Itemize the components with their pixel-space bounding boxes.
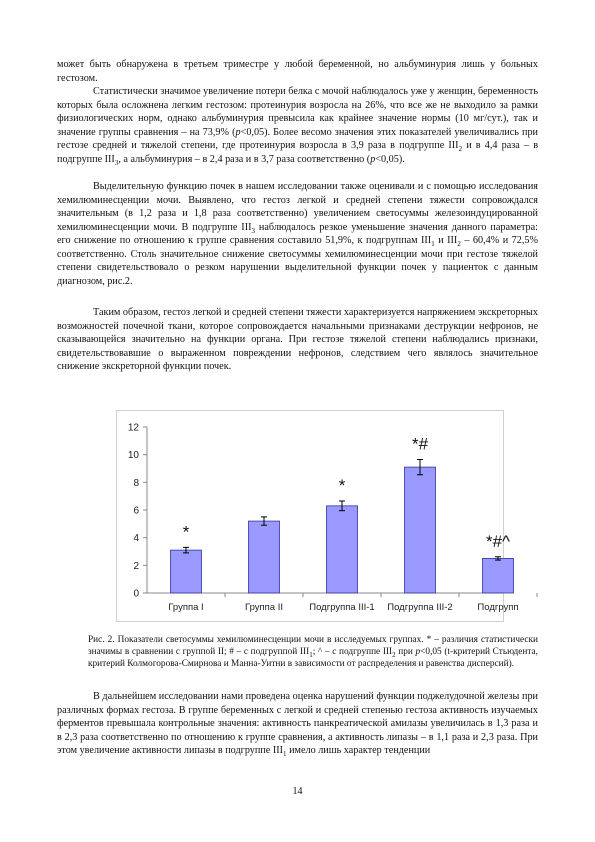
y-tick-label: 12 bbox=[127, 422, 139, 434]
y-tick-label: 10 bbox=[127, 450, 139, 462]
paragraph-1: может быть обнаружена в третьем триместре у любой беременной, но альбуминурия лишь у больных гестозом. bbox=[57, 59, 538, 84]
y-tick-label: 0 bbox=[133, 588, 139, 600]
page-number: 14 bbox=[292, 786, 303, 797]
bar bbox=[249, 521, 280, 593]
y-tick-label: 2 bbox=[133, 560, 139, 572]
significance-marker: *#^ bbox=[485, 531, 511, 551]
chart-figure bbox=[116, 410, 519, 622]
significance-marker: *# bbox=[411, 434, 429, 454]
paragraph-3: Выделительную функцию почек в нашем исследовании также оценивали и с помощью исследования хемилюминесценции мочи. Выявлено, что гестоз легкой и средней степени тяжести сопровождался значительным (в 1,2 раза и 1,8 раза соответственно) увеличением светосуммы железоиндуцированной хемилюминесценции мочи. В подгруппе $III_3$ наблюдалось резкое уменьшение значения данного параметра: его снижение по отношению к группе сравнения составило 51,9%, к подгруппам $III_1$ и $III_2 - 60,4\%$ и 72,5% соответственно. Столь значительное снижение светосуммы хемилюминесценции мочи при гестозе тяжелой степени свидетельствовало о резком нарушении выделительной функции почек у пациенток с данным диагнозом, рис.2. bbox=[57, 181, 538, 287]
bar bbox=[327, 506, 358, 593]
y-tick-label: 6 bbox=[133, 505, 139, 517]
paragraph-2: Статистически значимое увеличение потери белка с мочой наблюдалось уже у женщин, беременность которых была осложнена легким гестозом: протеинурия возросла на 26%, что все же не выходило за рамки физиологических норм, однако альбуминурия превысила как крайнее значение нормы (10 мг/сут.), так и значение группы сравнения – на 73,9% (p<0,05). Более весомо значения этих показателей увеличивались при гестозе средней и тяжелой степени, где протеинурия возросла в 3,9 раза в подгруппе $III_2$ и в 4,4 раза – в подгруппе $III_3$, а альбуминурия – в 2,4 раза и в 3,7 раза соответственно (p<0,05). bbox=[57, 86, 539, 167]
category-label: Подгрупп bbox=[477, 602, 519, 613]
bar bbox=[405, 467, 436, 593]
category-label: Группа I bbox=[168, 602, 204, 613]
paragraph-4: Таким образом, гестоз легкой и средней степени тяжести характеризуется напряжением экскреторных возможностей почечной ткани, которое сопровождается начальными признаками деструкции нефронов, не сказывающейся значительно на функции органа. При гестозе тяжелой степени наблюдались признаки, свидетельствовавшие о выраженном повреждении нефронов, следствием чего являлось значительное снижение экскреторной функции почек. bbox=[57, 307, 538, 372]
paragraph-5: В дальнейшем исследовании нами проведена оценка нарушений функции поджелудочной железы при различных формах гестоза. В группе беременных с легкой и средней степенью гестоза активность изучаемых ферментов превышала контрольные значения: активность панкреатической амилазы увеличилась в 1,3 раза и в 2,3 раза соответственно по отношению к группе сравнения, а активность липазы – в 1,1 раза и 2,3 раза. При этом увеличение активности липазы в подгруппе $III_1$ имело лишь характер тенденции bbox=[57, 691, 538, 759]
figure-caption: Рис. 2. Показатели светосуммы хемилюминесценции мочи в исследуемых группах. * – различия статистически значимы в сравнении с группой II; # – с подгруппой $III_1$; ^ – с подгруппе $III_2$ при p<0,05 (t-критерий Стьюдента, критерий Колмогорова-Смирнова и Манна-Уитни в зависимости от распределения и равенства дисперсий). bbox=[88, 635, 538, 670]
category-label: Подгруппа III-2 bbox=[387, 602, 453, 613]
category-label: Подгруппа III-1 bbox=[309, 602, 375, 613]
y-tick-label: 4 bbox=[133, 533, 139, 545]
bar bbox=[483, 558, 514, 593]
category-label: Группа II bbox=[244, 602, 284, 613]
significance-marker: * bbox=[338, 476, 346, 496]
significance-marker: * bbox=[182, 522, 190, 542]
y-tick-label: 8 bbox=[133, 477, 139, 489]
bar bbox=[171, 550, 202, 593]
bar-chart bbox=[117, 411, 519, 621]
